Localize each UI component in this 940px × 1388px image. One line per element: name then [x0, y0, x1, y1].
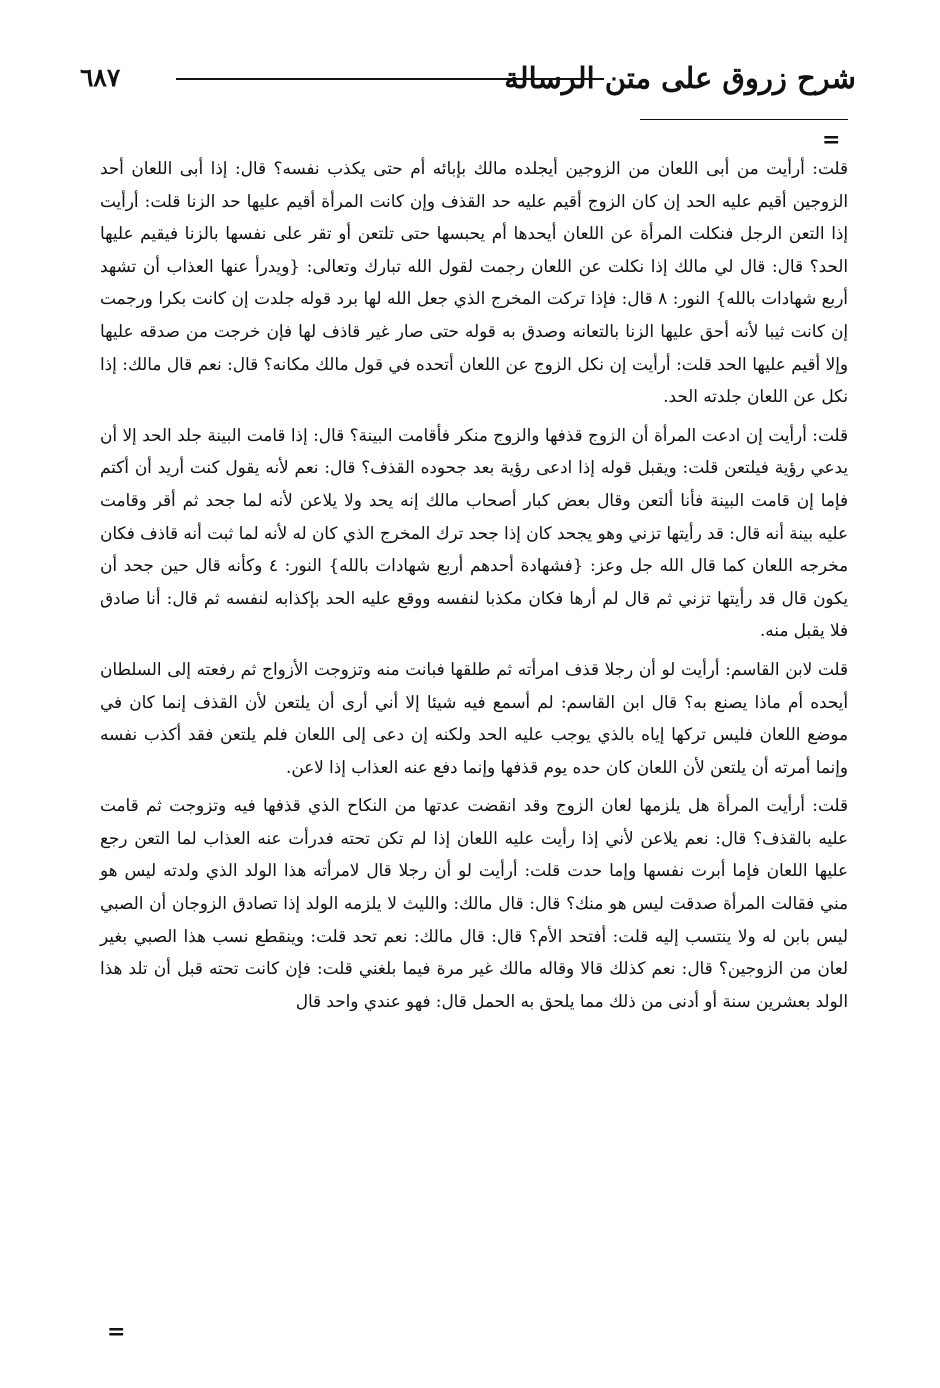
page-header: [72, 58, 856, 102]
body-text: [100, 152, 848, 1023]
continuation-marker-bottom: =: [107, 1319, 126, 1345]
running-title: شرح زروق على متن الرسالة: [504, 61, 856, 95]
paragraph-2: قلت: أرأيت إن ادعت المرأة أن الزوج قذفها والزوج منكر فأقامت البينة؟ قال: إذا قامت البينة جلد الحد إلا أن يدعي رؤية فيلتعن قلت: ويقبل قوله إذا ادعى رؤية بعد جحوده القذف؟ قال: نعم لأنه يقول كنت أريد أن أكتم فإما إن قامت البينة فأنا ألتعن وقال بعض كبار أصحاب مالك إنه يحد ولا يلاعن لأنه لما جحد ثم أقر وقامت عليه بينة أنه قال: قد رأيتها تزني وهو يجحد كان إذا جحد ترك المخرج الذي كان له لأنه لما ثبت أنه قاذف فكان مخرجه اللعان كما قال الله جل وعز: {فشهادة أحدهم أربع شهادات بالله} النور: ٤ وكأنه قال حين جحد أن يكون قال قد رأيتها تزني ثم قال لم أرها فكان مكذبا لنفسه ووقع عليه الحد بإكذابه لنفسه ثم قال: أنا صادق فلا يقبل منه.: [100, 424, 848, 641]
paragraph-1: قلت: أرأيت من أبى اللعان من الزوجين أيجلده مالك بإبائه أم حتى يكذب نفسه؟ قال: إذا أبى اللعان أحد الزوجين أقيم عليه الحد إن كان الزوج أقيم عليه حد القذف وإن كانت المرأة أقيم عليها حد الزنا قلت: أرأيت إذا التعن الرجل فنكلت المرأة عن اللعان أيحدها أم يحبسها حتى تلتعن أو تقر على نفسها بالزنا فيقيم عليها الحد؟ قال: قال لي مالك إذا نكلت عن اللعان رجمت لقول الله تبارك وتعالى: {ويدرأ عنها العذاب أن تشهد أربع شهادات بالله} النور: ٨ قال: فإذا تركت المخرج الذي جعل الله لها برد قوله جلدت إن كانت بكرا ورجمت إن كانت ثيبا لأنه أحق عليها الزنا بالتعانه وصدق به قوله حتى صار غير قاذف لها فإن خرجت من صدقه عليها وإلا أقيم عليها الحد قلت: أرأيت إن نكل الزوج عن اللعان أتحده في قول مالك مكانه؟ قال: نعم قال مالك: إذا نكل عن اللعان جلدته الحد.: [100, 158, 848, 407]
header-rule: [176, 78, 604, 80]
continuation-marker-top: =: [822, 127, 841, 153]
secondary-rule: [640, 119, 848, 120]
paragraph-3: قلت لابن القاسم: أرأيت لو أن رجلا قذف امرأته ثم طلقها فبانت منه وتزوجت الأزواج ثم رفعته إلى السلطان أيحده أم ماذا يصنع به؟ قال ابن القاسم: لم أسمع فيه شيئا إلا أني أرى أن يلتعن لأن القذف إنما كان في موضع اللعان فليس تركها إياه بالذي يوجب عليه الحد ولكنه إن دعى إلى اللعان فلم يلتعن فقد أكذب نفسه وإنما أمرته أن يلتعن لأن اللعان كان حده يوم قذفها وإنما دفع عنه العذاب إذا لاعن.: [100, 658, 848, 777]
paragraph-4: قلت: أرأيت المرأة هل يلزمها لعان الزوج وقد انقضت عدتها من النكاح الذي قذفها فيه وتزوجت ثم قامت عليه بالقذف؟ قال: نعم يلاعن لأني إذا رأيت عليه اللعان إذا لم تكن تحته فدرأت عنه العذاب لما التعن رجع عليها اللعان فإما أبرت نفسها وإما حدت قلت: أرأيت لو أن رجلا قال لامرأته هذا الولد الذي ولدته ليس هو مني فقالت المرأة صدقت ليس هو منك؟ قال: قال مالك: والليث لا يلزمه الولد إذا تصادق الزوجان أن الصبي ليس بابن له ولا ينتسب إليه قلت: أفتحد الأم؟ قال: قال مالك: نعم تحد قلت: وينقطع نسب هذا الصبي بغير لعان من الزوجين؟ قال: نعم كذلك قالا وقاله مالك غير مرة فيما بلغني قلت: فإن كانت تحته قبل أن تلد هذا الولد بعشرين سنة أو أدنى من ذلك مما يلحق به الحمل قال: فهو عندي واحد قال: [100, 795, 848, 1011]
page-number: ٦٨٧: [80, 63, 121, 92]
